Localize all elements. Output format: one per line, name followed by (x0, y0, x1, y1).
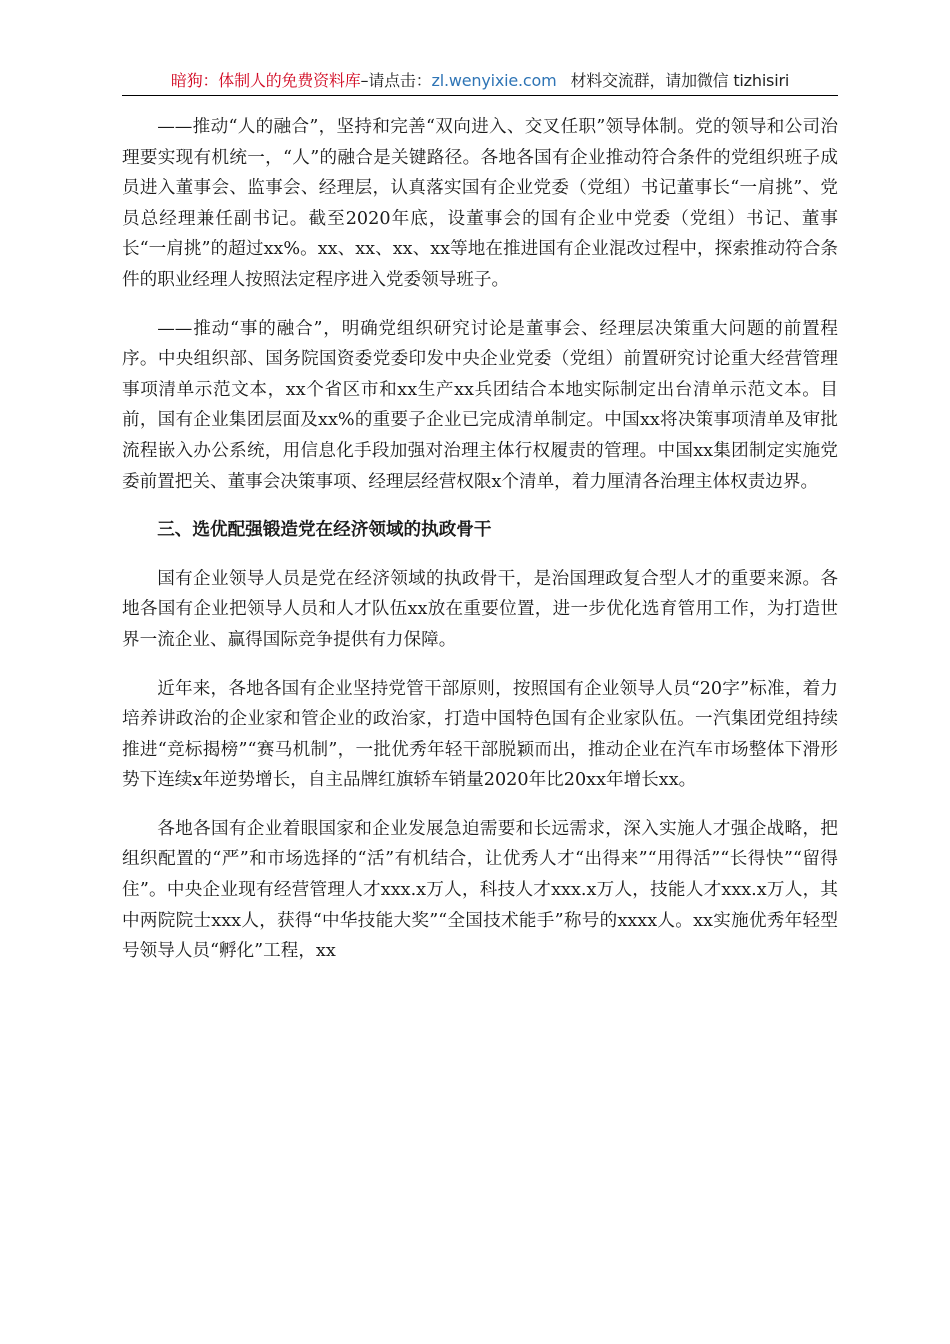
page-header (122, 68, 838, 96)
paragraph-affairs-integration: ——推动“事的融合”，明确党组织研究讨论是董事会、经理层决策重大问题的前置程序。中央组织部、国务院国资委党委印发中央企业党委（党组）前置研究讨论重大经营管理事项清单示范文本，xx个省区市和xx生产xx兵团结合本地实际制定出台清单示范文本。目前，国有企业集团层面及xx%的重要子企业已完成清单制定。中国xx将决策事项清单及审批流程嵌入办公系统，用信息化手段加强对治理主体行权履责的管理。中国xx集团制定实施党委前置把关、董事会决策事项、经理层经营权限x个清单，着力厘清各治理主体权责边界。 (122, 318, 838, 492)
paragraph-talent-strategy: 各地各国有企业着眼国家和企业发展急迫需要和长远需求，深入实施人才强企战略，把组织配置的“严”和市场选择的“活”有机结合，让优秀人才“出得来”“用得活”“长得快”“留得住”。中央企业现有经营管理人才xxx.x万人，科技人才xxx.x万人，技能人才xxx.x万人，其中两院院士xxx人，获得“中华技能大奖”“全国技术能手”称号的xxxx人。xx实施优秀年轻型号领导人员“孵化”工程，xx (122, 818, 838, 962)
header-link-prefix: –请点击： (360, 71, 432, 90)
paragraph-people-integration: ——推动“人的融合”，坚持和完善“双向进入、交叉任职”领导体制。党的领导和公司治理要实现有机统一，“人”的融合是关键路径。各地各国有企业推动符合条件的党组织班子成员进入董事会、监事会、经理层，认真落实国有企业党委（党组）书记董事长“一肩挑”、党员总经理兼任副书记。截至2020年底，设董事会的国有企业中党委（党组）书记、董事长“一肩挑”的超过xx%。xx、xx、xx、xx等地在推进国有企业混改过程中，探索推动符合条件的职业经理人按照法定程序进入党委领导班子。 (122, 117, 838, 290)
header-divider (122, 95, 838, 96)
paragraph-leaders-intro: 国有企业领导人员是党在经济领域的执政骨干，是治国理政复合型人才的重要来源。各地各国有企业把领导人员和人才队伍xx放在重要位置，进一步优化选育管用工作，为打造世界一流企业、赢得国际竞争提供有力保障。 (122, 568, 838, 650)
paragraph-recent-years: 近年来，各地各国有企业坚持党管干部原则，按照国有企业领导人员“20字”标准，着力培养讲政治的企业家和管企业的政治家，打造中国特色国有企业家队伍。一汽集团党组持续推进“竞标揭榜”“赛马机制”，一批优秀年轻干部脱颖而出，推动企业在汽车市场整体下滑形势下连续x年逆势增长，自主品牌红旗轿车销量2020年比20xx年增长xx。 (122, 678, 838, 791)
section-heading: 三、选优配强锻造党在经济领域的执政骨干 (157, 520, 492, 541)
header-brand: 暗狗：体制人的免费资料库 (170, 71, 361, 90)
header-link[interactable]: zl.wenyixie.com (431, 71, 557, 90)
document-body (122, 112, 838, 985)
header-contact: 材料交流群，请加微信 tizhisiri (570, 71, 790, 90)
